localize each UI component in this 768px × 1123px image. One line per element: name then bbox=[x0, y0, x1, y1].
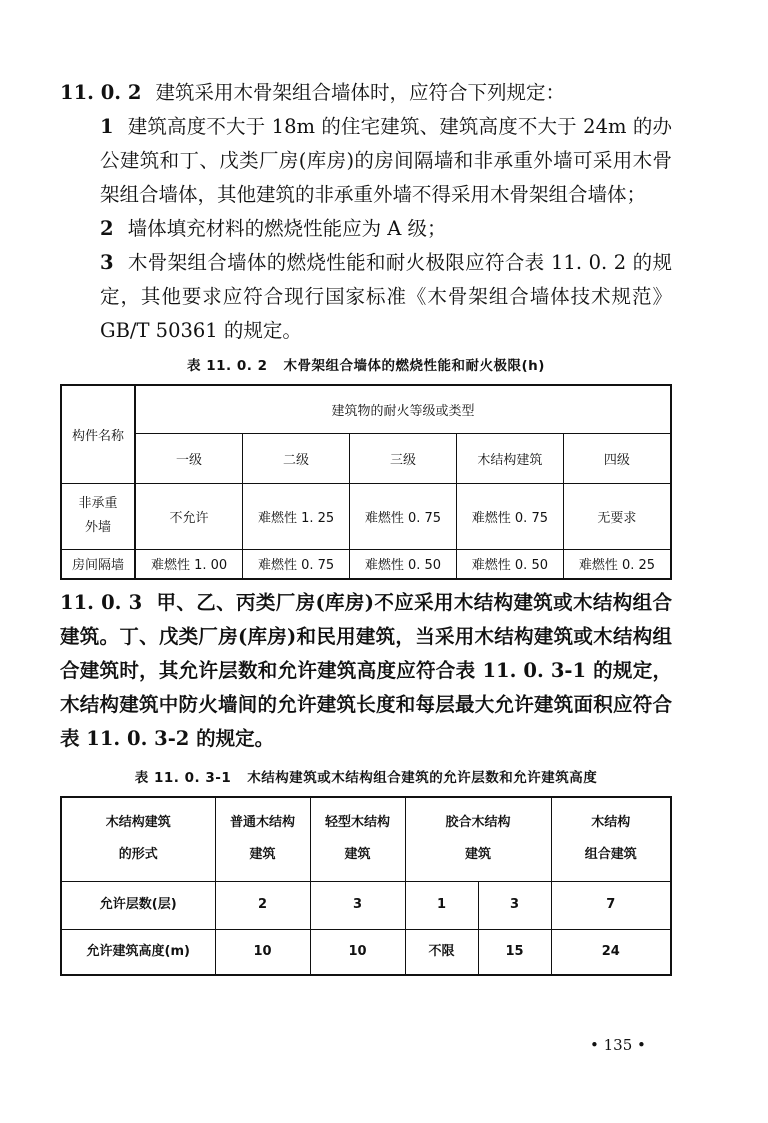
column-header: 普通木结构 建筑 bbox=[215, 797, 310, 881]
table-cell: 难燃性 0. 50 bbox=[350, 549, 457, 579]
table-number: 表 11. 0. 2 bbox=[187, 358, 268, 374]
clause-text: 甲、乙、丙类厂房(库房)不应采用木结构建筑或木结构组合建筑。丁、戊类厂房(库房)和民用建筑，当采用木结构建筑或木结构组合建筑时，其允许层数和允许建筑高度应符合表 11. 0. 3-1 的规定，木结构建筑中防火墙间的允许建筑长度和每层最大允许建筑面积应符合表 11. 0. 3-2 的规定。 bbox=[60, 591, 673, 750]
item-number: 2 bbox=[100, 217, 114, 240]
table-caption bbox=[60, 354, 672, 374]
corner-header: 构件名称 bbox=[61, 385, 135, 483]
list-item bbox=[60, 246, 672, 348]
table-cell: 10 bbox=[215, 929, 310, 975]
table-cell: 10 bbox=[310, 929, 405, 975]
table-cell: 难燃性 0. 75 bbox=[456, 483, 563, 549]
table-cell: 无要求 bbox=[563, 483, 671, 549]
item-text: 木骨架组合墙体的燃烧性能和耐火极限应符合表 11. 0. 2 的规定，其他要求应符合现行国家标准《木骨架组合墙体技术规范》GB/T 50361 的规定。 bbox=[100, 251, 672, 342]
table-title: 木结构建筑或木结构组合建筑的允许层数和允许建筑高度 bbox=[247, 770, 598, 786]
table-cell: 难燃性 0. 50 bbox=[456, 549, 563, 579]
column-header: 木结构建筑 bbox=[456, 433, 563, 483]
row-header: 房间隔墙 bbox=[61, 549, 135, 579]
column-header: 轻型木结构 建筑 bbox=[310, 797, 405, 881]
table-cell: 7 bbox=[551, 881, 671, 929]
table-cell: 难燃性 0. 75 bbox=[243, 549, 350, 579]
table-number: 表 11. 0. 3-1 bbox=[134, 770, 232, 786]
column-header: 木结构 组合建筑 bbox=[551, 797, 671, 881]
column-header: 一级 bbox=[135, 433, 243, 483]
group-header: 建筑物的耐火等级或类型 bbox=[135, 385, 671, 433]
table-cell: 1 bbox=[405, 881, 478, 929]
clause-11-0-2 bbox=[60, 76, 672, 110]
table-cell: 难燃性 0. 25 bbox=[563, 549, 671, 579]
list-item bbox=[60, 110, 672, 212]
row-header: 允许层数(层) bbox=[61, 881, 215, 929]
column-header: 胶合木结构 建筑 bbox=[405, 797, 551, 881]
table-cell: 24 bbox=[551, 929, 671, 975]
table-cell: 难燃性 1. 00 bbox=[135, 549, 243, 579]
row-header: 非承重 外墙 bbox=[61, 483, 135, 549]
row-header: 允许建筑高度(m) bbox=[61, 929, 215, 975]
table-cell: 3 bbox=[310, 881, 405, 929]
table-cell: 2 bbox=[215, 881, 310, 929]
list-item bbox=[60, 212, 672, 246]
allowed-floors-height-table bbox=[60, 796, 672, 976]
clause-number: 11. 0. 3 bbox=[60, 591, 143, 614]
item-number: 1 bbox=[100, 115, 114, 138]
clause-text: 建筑采用木骨架组合墙体时，应符合下列规定： bbox=[155, 81, 565, 104]
item-text: 墙体填充材料的燃烧性能应为 A 级； bbox=[127, 217, 447, 240]
table-cell: 不允许 bbox=[135, 483, 243, 549]
page-body bbox=[60, 76, 672, 976]
table-cell: 难燃性 0. 75 bbox=[350, 483, 457, 549]
table-cell: 3 bbox=[478, 881, 551, 929]
table-title: 木骨架组合墙体的燃烧性能和耐火极限(h) bbox=[283, 358, 545, 374]
clause-11-0-3 bbox=[60, 586, 672, 756]
page-number: • 135 • bbox=[590, 1036, 646, 1054]
column-header: 四级 bbox=[563, 433, 671, 483]
table-cell: 难燃性 1. 25 bbox=[243, 483, 350, 549]
table-cell: 15 bbox=[478, 929, 551, 975]
column-header: 三级 bbox=[350, 433, 457, 483]
item-text: 建筑高度不大于 18m 的住宅建筑、建筑高度不大于 24m 的办公建筑和丁、戊类厂房(库房)的房间隔墙和非承重外墙可采用木骨架组合墙体，其他建筑的非承重外墙不得采用木骨架组合墙体； bbox=[100, 115, 672, 206]
clause-number: 11. 0. 2 bbox=[60, 81, 142, 104]
table-caption bbox=[60, 766, 672, 786]
item-number: 3 bbox=[100, 251, 114, 274]
column-header: 木结构建筑 的形式 bbox=[61, 797, 215, 881]
fire-resistance-table bbox=[60, 384, 672, 580]
table-cell: 不限 bbox=[405, 929, 478, 975]
column-header: 二级 bbox=[243, 433, 350, 483]
